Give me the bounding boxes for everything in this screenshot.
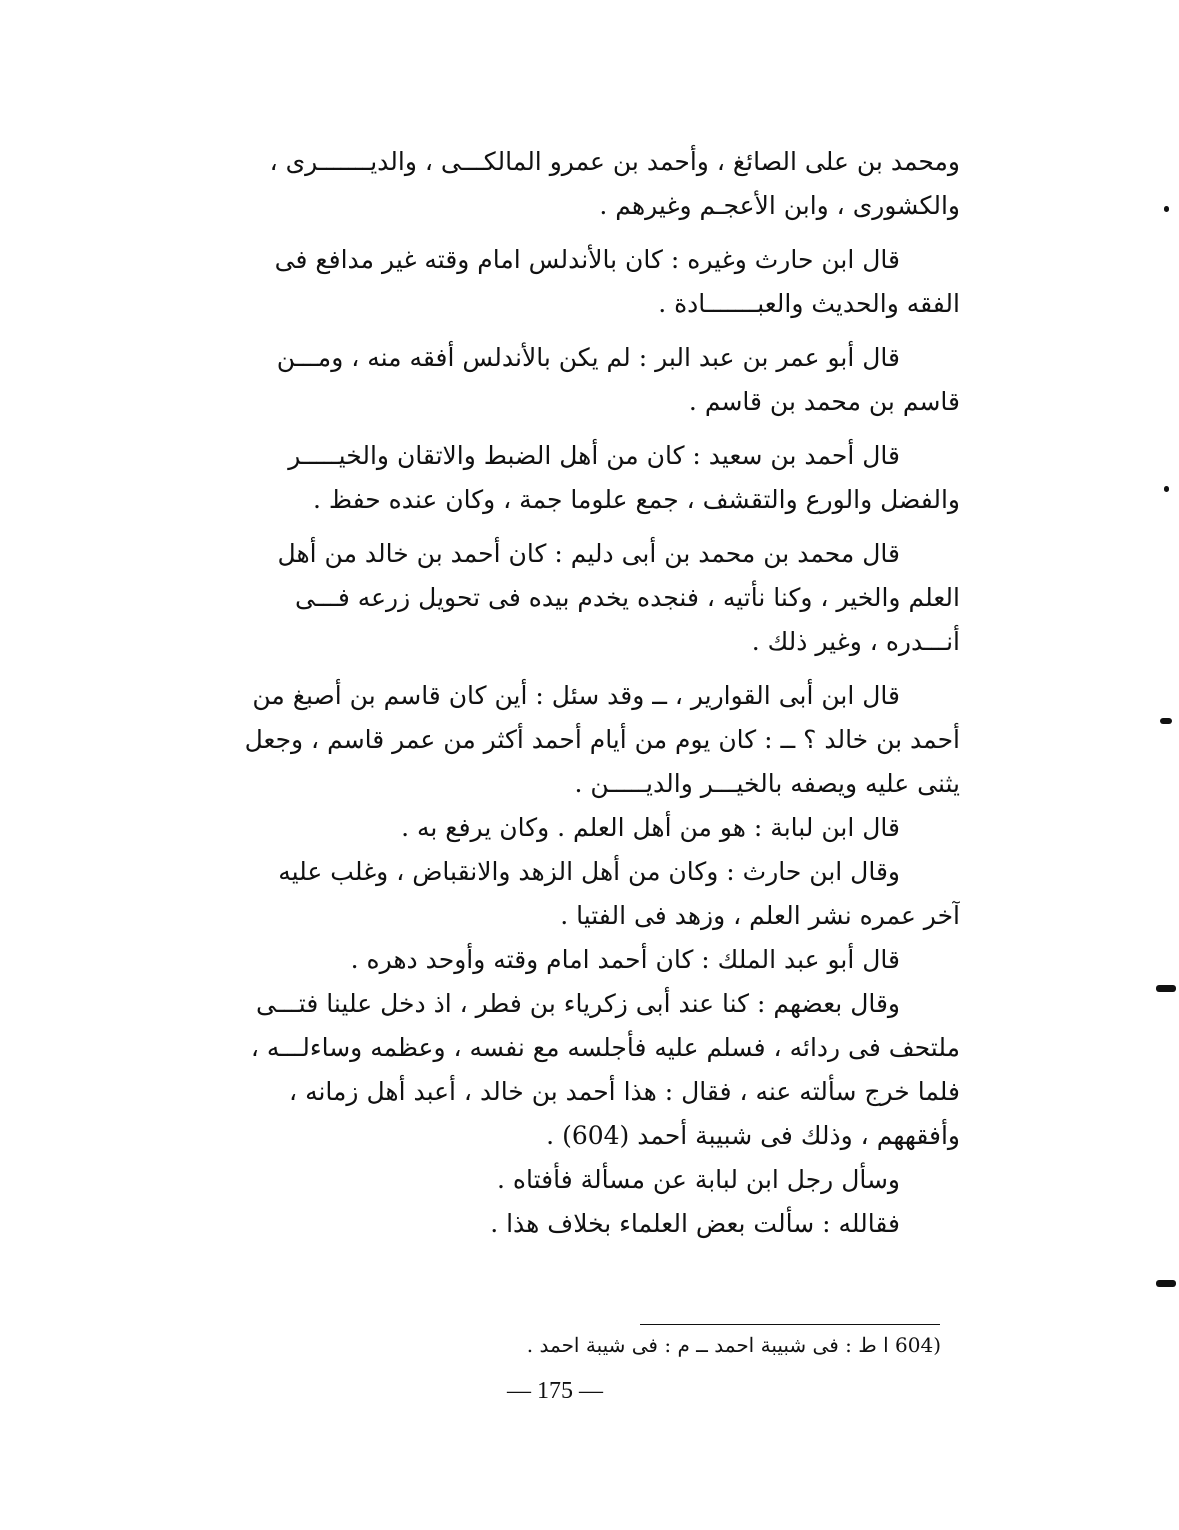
text-line: قال ابن لبابة : هو من أهل العلم . وكان يرفع به . — [401, 813, 900, 842]
margin-mark — [1164, 486, 1169, 492]
footnote-divider — [640, 1324, 940, 1325]
text-line: ومحمد بن على الصائغ ، وأحمد بن عمرو المالكـــى ، والديـــــــرى ، — [269, 147, 960, 176]
margin-mark — [1164, 206, 1169, 212]
text-line: والكشورى ، وابن الأعجـم وغيرهم . — [599, 191, 960, 220]
text-line: وأفقههم ، وذلك فى شبيبة أحمد (604) . — [546, 1121, 960, 1150]
text-line: قال أحمد بن سعيد : كان من أهل الضبط والاتقان والخيـــــر — [288, 441, 900, 470]
main-text — [190, 140, 960, 1246]
text-line: والفضل والورع والتقشف ، جمع علوما جمة ، وكان عنده حفظ . — [312, 485, 960, 514]
text-line: وقال بعضهم : كنا عند أبى زكرياء بن فطر ، اذ دخل علينا فتـــى — [256, 989, 900, 1018]
margin-mark — [1156, 1280, 1176, 1287]
text-line: قال أبو عمر بن عبد البر : لم يكن بالأندلس أفقه منه ، ومـــن — [276, 343, 900, 372]
page-number: — 175 — — [507, 1378, 603, 1404]
text-line: قال أبو عبد الملك : كان أحمد امام وقته وأوحد دهره . — [350, 945, 900, 974]
text-line: وسأل رجل ابن لبابة عن مسألة فأفتاه . — [497, 1165, 900, 1194]
text-line: قال ابن أبى القوارير ، ــ وقد سئل : أين كان قاسم بن أصبغ من — [252, 681, 900, 710]
text-line: قال ابن حارث وغيره : كان بالأندلس امام وقته غير مدافع فى — [274, 245, 900, 274]
text-line: فلما خرج سألته عنه ، فقال : هذا أحمد بن خالد ، أعبد أهل زمانه ، — [289, 1077, 960, 1106]
text-line: قال محمد بن محمد بن أبى دليم : كان أحمد بن خالد من أهل — [277, 539, 900, 568]
text-line: أنـــدره ، وغير ذلك . — [751, 627, 960, 656]
margin-mark — [1156, 985, 1176, 992]
text-line: آخر عمره نشر العلم ، وزهد فى الفتيا . — [560, 901, 960, 930]
text-line: يثنى عليه ويصفه بالخيـــر والديـــــن . — [574, 769, 960, 798]
text-line: الفقه والحديث والعبـــــــادة . — [658, 289, 960, 318]
footnote: (604 ا ط : فى شبيبة احمد ــ م : فى شيبة احمد . — [526, 1333, 941, 1357]
margin-mark — [1160, 718, 1172, 724]
text-line: العلم والخير ، وكنا نأتيه ، فنجده يخدم بيده فى تحويل زرعه فـــى — [295, 583, 960, 612]
text-line: فقالله : سألت بعض العلماء بخلاف هذا . — [490, 1209, 900, 1238]
text-line: ملتحف فى ردائه ، فسلم عليه فأجلسه مع نفسه ، وعظمه وساءلـــه ، — [250, 1033, 960, 1062]
text-line: أحمد بن خالد ؟ ــ : كان يوم من أيام أحمد أكثر من عمر قاسم ، وجعل — [244, 725, 960, 754]
text-line: وقال ابن حارث : وكان من أهل الزهد والانقباض ، وغلب عليه — [278, 857, 900, 886]
text-line: قاسم بن محمد بن قاسم . — [688, 387, 960, 416]
